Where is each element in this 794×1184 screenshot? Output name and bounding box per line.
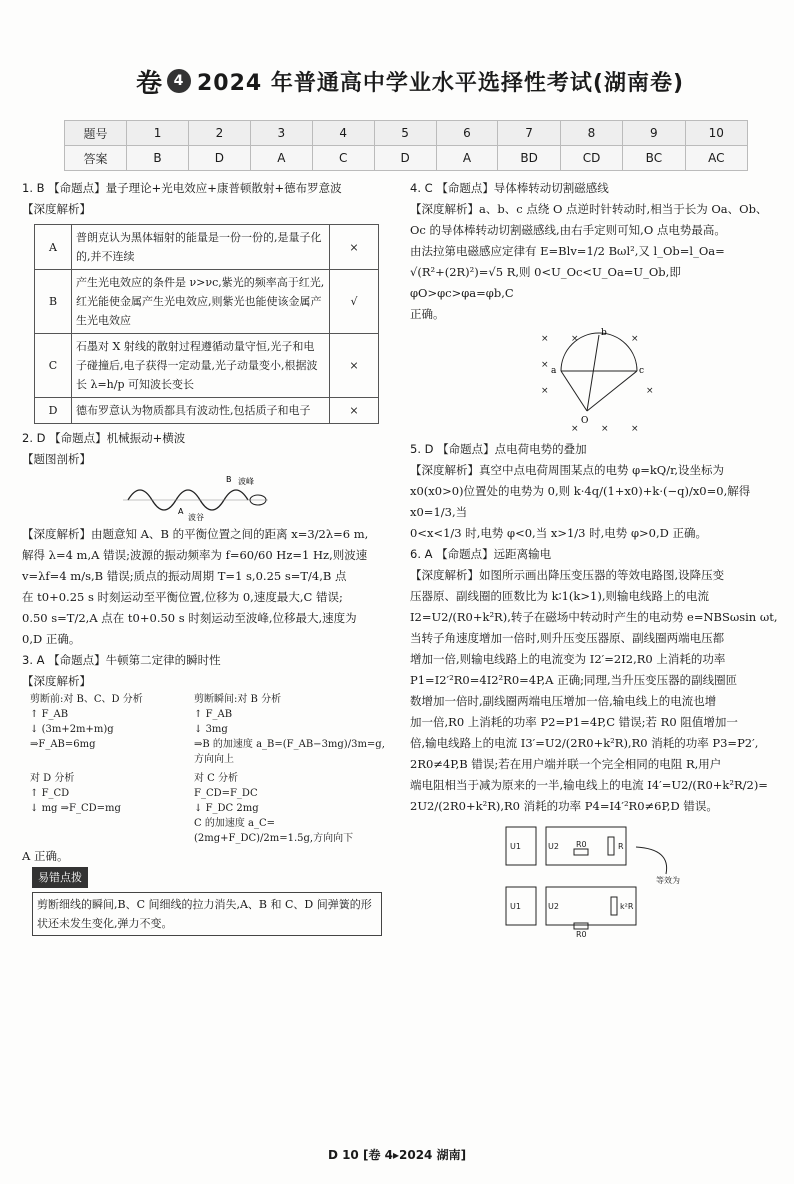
text-line: I2=U2/(R0+k²R),转子在磁场中转动时产生的电动势 e=NBSωsin ωt, [410,610,778,624]
page-footer: D 10 [卷 4▸2024 湖南] [327,1148,467,1162]
table-cell: C [312,146,374,171]
text-line: 在 t0+0.25 s 时刻运动至平衡位置,位移为 0,速度最大,C 错误; [22,590,343,604]
option-mark: × [330,334,379,398]
text-line: 2R0≠4P,B 错误;若在用户端并联一个完全相同的电阻 R,用户 [410,757,722,771]
label: 对 D 分析 [30,773,75,784]
text-line: 由法拉第电磁感应定律有 E=Blv=1/2 Bωl²,又 l_Ob=l_Oa= [410,244,725,258]
rotating-rod-figure [531,327,661,437]
table-cell: 3 [250,121,312,146]
text-line: 0,D 正确。 [22,632,81,646]
force-label: 2mg [236,803,259,814]
label-kr: k²R [620,902,634,911]
q3-d: 对 D 分析 ↑ F_CD ↓ mg ⇒F_CD=mg [30,771,180,846]
label-a: A [178,507,184,516]
table-cell: 6 [436,121,498,146]
juan-label: 卷 [135,68,163,99]
label-equivalent: 等效为 [656,876,680,885]
label-u2-eq: U2 [548,902,559,911]
option-text: 普朗克认为黑体辐射的能量是一份一份的,是量子化的,并不连续 [72,225,330,270]
force-label: 3mg [205,724,228,735]
result: ⇒B 的加速度 a_B=(F_AB−3mg)/3m=g,方向向上 [194,739,385,765]
page-title [130,62,690,100]
label-crest: 波峰 [238,477,254,486]
result: ⇒F_CD=mg [60,803,121,814]
q1-heading: 1. B 【命题点】量子理论+光电效应+康普顿散射+德布罗意波 [22,181,342,195]
left-column [22,178,394,936]
table-cell: A [436,146,498,171]
label-u1-eq: U1 [510,902,521,911]
svg-text:×: × [571,334,579,344]
text-line: 倍,输电线路上的电流 I3′=U2/(2R0+k²R),R0 消耗的功率 P3=P2′, [410,736,759,750]
text-line: 增加一倍,则输电线路上的电流变为 I2′=2I2,R0 上消耗的功率 [410,652,726,666]
option-text: 石墨对 X 射线的散射过程遵循动量守恒,光子和电子碰撞后,电子获得一定动量,光子动量变小,根据波长 λ=h/p 可知波长变长 [72,334,330,398]
text-line: 压器原、副线圈的匝数比为 k∶1(k>1),则输电线路上的电流 [410,589,709,603]
q3-before: 剪断前:对 B、C、D 分析 ↑ F_AB ↓ (3m+2m+m)g ⇒F_AB=6mg [30,692,180,767]
force-label: F_DC [205,803,234,814]
table-cell: BD [498,146,560,171]
q3-force-analysis-2 [30,771,394,846]
label-trough: 波谷 [188,513,204,522]
label: 剪断前:对 B、C、D 分析 [30,694,143,705]
tip-label: 易错点拨 [32,867,88,888]
exam-title: 2024 年普通高中学业水平选择性考试(湖南卷) [197,70,685,96]
text-line: Oc 的导体棒转动切割磁感线,由右手定则可知,O 点电势最高。 [410,223,726,237]
table-cell: A [250,146,312,171]
svg-text:×: × [571,424,579,434]
text-line: √(R²+(2R)²)=√5 R,则 0<U_Oc<U_Oa=U_Ob,即 φO>φc>φa=φb,C [410,265,681,300]
option-text: 德布罗意认为物质都具有波动性,包括质子和电子 [72,398,330,424]
label-c: c [639,366,645,376]
q2-figure-label: 【题图剖析】 [22,452,91,466]
label: 对 C 分析 [194,773,239,784]
result: C 的加速度 a_C=(2mg+F_DC)/2m=1.5g,方向向下 [194,818,354,844]
table-cell: 7 [498,121,560,146]
text-line: 【深度解析】真空中点电荷周围某点的电势 φ=kQ/r,设坐标为 [410,463,725,477]
label-r0: R0 [576,840,587,849]
table-row [35,334,379,398]
text-line: 加一倍,R0 上消耗的功率 P2=P1=4P,C 错误;若 R0 阻值增加一 [410,715,738,729]
table-row [35,270,379,334]
force-label: F_AB [41,709,69,720]
label-r: R [618,842,624,851]
volume-badge: 4 [167,69,191,93]
table-cell: CD [560,146,622,171]
label-u2: U2 [548,842,559,851]
text-line: 【深度解析】如图所示画出降压变压器的等效电路图,设降压变 [410,568,725,582]
label: 剪断瞬间:对 B 分析 [194,694,282,705]
table-cell: D [374,146,436,171]
row-label: 题号 [65,121,127,146]
table-cell: 5 [374,121,436,146]
force-label: (3m+2m+m)g [41,724,114,735]
table-cell: B [127,146,189,171]
svg-text:×: × [631,334,639,344]
result: ⇒F_AB=6mg [30,739,96,750]
option-key: D [35,398,72,424]
svg-text:×: × [541,360,549,370]
table-cell: 1 [127,121,189,146]
circuit-figure [496,819,696,939]
text-line: P1=I2′²R0=4I2²R0=4P,A 正确;同理,当升压变压器的副线圈匝 [410,673,738,687]
table-cell: 10 [685,121,747,146]
table-cell: D [188,146,250,171]
svg-text:×: × [601,424,609,434]
text-line: 正确。 [410,307,445,321]
q3-c: 对 C 分析 F_CD=F_DC ↓ F_DC 2mg C 的加速度 a_C=(2mg+F_DC)/2m=1.5g,方向向下 [194,771,394,846]
q4-heading: 4. C 【命题点】导体棒转动切割磁感线 [410,181,609,195]
tip-box: 剪断细线的瞬间,B、C 间细线的拉力消失,A、B 和 C、D 间弹簧的形状还未发生变化,弹力不变。 [32,892,382,936]
option-key: A [35,225,72,270]
q3-heading: 3. A 【命题点】牛顿第二定律的瞬时性 [22,653,221,667]
text-line: 当转子角速度增加一倍时,则升压变压器原、副线圈两端电压都 [410,631,725,645]
text-line: 【深度解析】由题意知 A、B 的平衡位置之间的距离 x=3/2λ=6 m, [22,527,369,541]
answer-table [64,120,748,171]
text-line: 端电阻相当于减为原来的一半,输电线上的电流 I4′=U2/(R0+k²R/2)= [410,778,768,792]
right-column [410,178,782,941]
answer-row [65,146,748,171]
label-b: B [226,475,232,484]
label-a: a [551,366,557,376]
label-r0-eq: R0 [576,930,587,939]
text-line: x0(x0>0)位置处的电势为 0,则 k·4q/(1+x0)+k·(−q)/x0=0,解得 x0=1/3,当 [410,484,751,519]
svg-text:×: × [541,386,549,396]
row-label: 答案 [65,146,127,171]
text-line: 0.50 s=T/2,A 点在 t0+0.50 s 时刻运动至波峰,位移最大,速度为 [22,611,357,625]
label-b: b [601,328,607,338]
table-cell: 8 [560,121,622,146]
force-label: F_AB [205,709,233,720]
text-line: 0<x<1/3 时,电势 φ<0,当 x>1/3 时,电势 φ>0,D 正确。 [410,526,707,540]
label-o: O [581,416,589,426]
q3-conclusion: A 正确。 [22,849,69,863]
table-row [35,225,379,270]
option-text: 产生光电效应的条件是 ν>νc,紫光的频率高于红光,红光能使金属产生光电效应,则紫光也能使该金属产生光电效应 [72,270,330,334]
q1-deep-label: 【深度解析】 [22,202,91,216]
option-mark: √ [330,270,379,334]
text-line: 解得 λ=4 m,A 错误;波源的振动频率为 f=60/60 Hz=1 Hz,则波速 [22,548,368,562]
option-key: C [35,334,72,398]
text-line: 数增加一倍时,副线圈两端电压增加一倍,输电线上的电流也增 [410,694,717,708]
option-mark: × [330,398,379,424]
text-line: 2U2/(2R0+k²R),R0 消耗的功率 P4=I4′²R0≠6P,D 错误。 [410,799,718,813]
q5-heading: 5. D 【命题点】点电荷电势的叠加 [410,442,587,456]
table-cell: AC [685,146,747,171]
text-line: 【深度解析】a、b、c 点绕 O 点逆时针转动时,相当于长为 Oa、Ob、 [410,202,768,216]
label-u1: U1 [510,842,521,851]
table-cell: BC [623,146,685,171]
table-row [35,398,379,424]
option-mark: × [330,225,379,270]
table-cell: 2 [188,121,250,146]
wave-figure [118,472,298,522]
q3-after: 剪断瞬间:对 B 分析 ↑ F_AB ↓ 3mg ⇒B 的加速度 a_B=(F_AB−3mg)/3m=g,方向向上 [194,692,394,767]
q6-heading: 6. A 【命题点】远距离输电 [410,547,552,561]
svg-text:×: × [631,424,639,434]
force-label: F_CD [41,788,70,799]
text-line: v=λf=4 m/s,B 错误;质点的振动周期 T=1 s,0.25 s=T/4,B 点 [22,569,347,583]
table-cell: 9 [623,121,685,146]
q3-deep-label: 【深度解析】 [22,674,91,688]
svg-text:×: × [646,386,654,396]
table-cell: 4 [312,121,374,146]
svg-text:×: × [541,334,549,344]
force-label: mg [41,803,58,814]
q3-force-analysis [30,692,394,767]
force-label: F_CD=F_DC [194,788,258,799]
q2-heading: 2. D 【命题点】机械振动+横波 [22,431,186,445]
q1-option-table [34,224,379,424]
question-number-row [65,121,748,146]
option-key: B [35,270,72,334]
